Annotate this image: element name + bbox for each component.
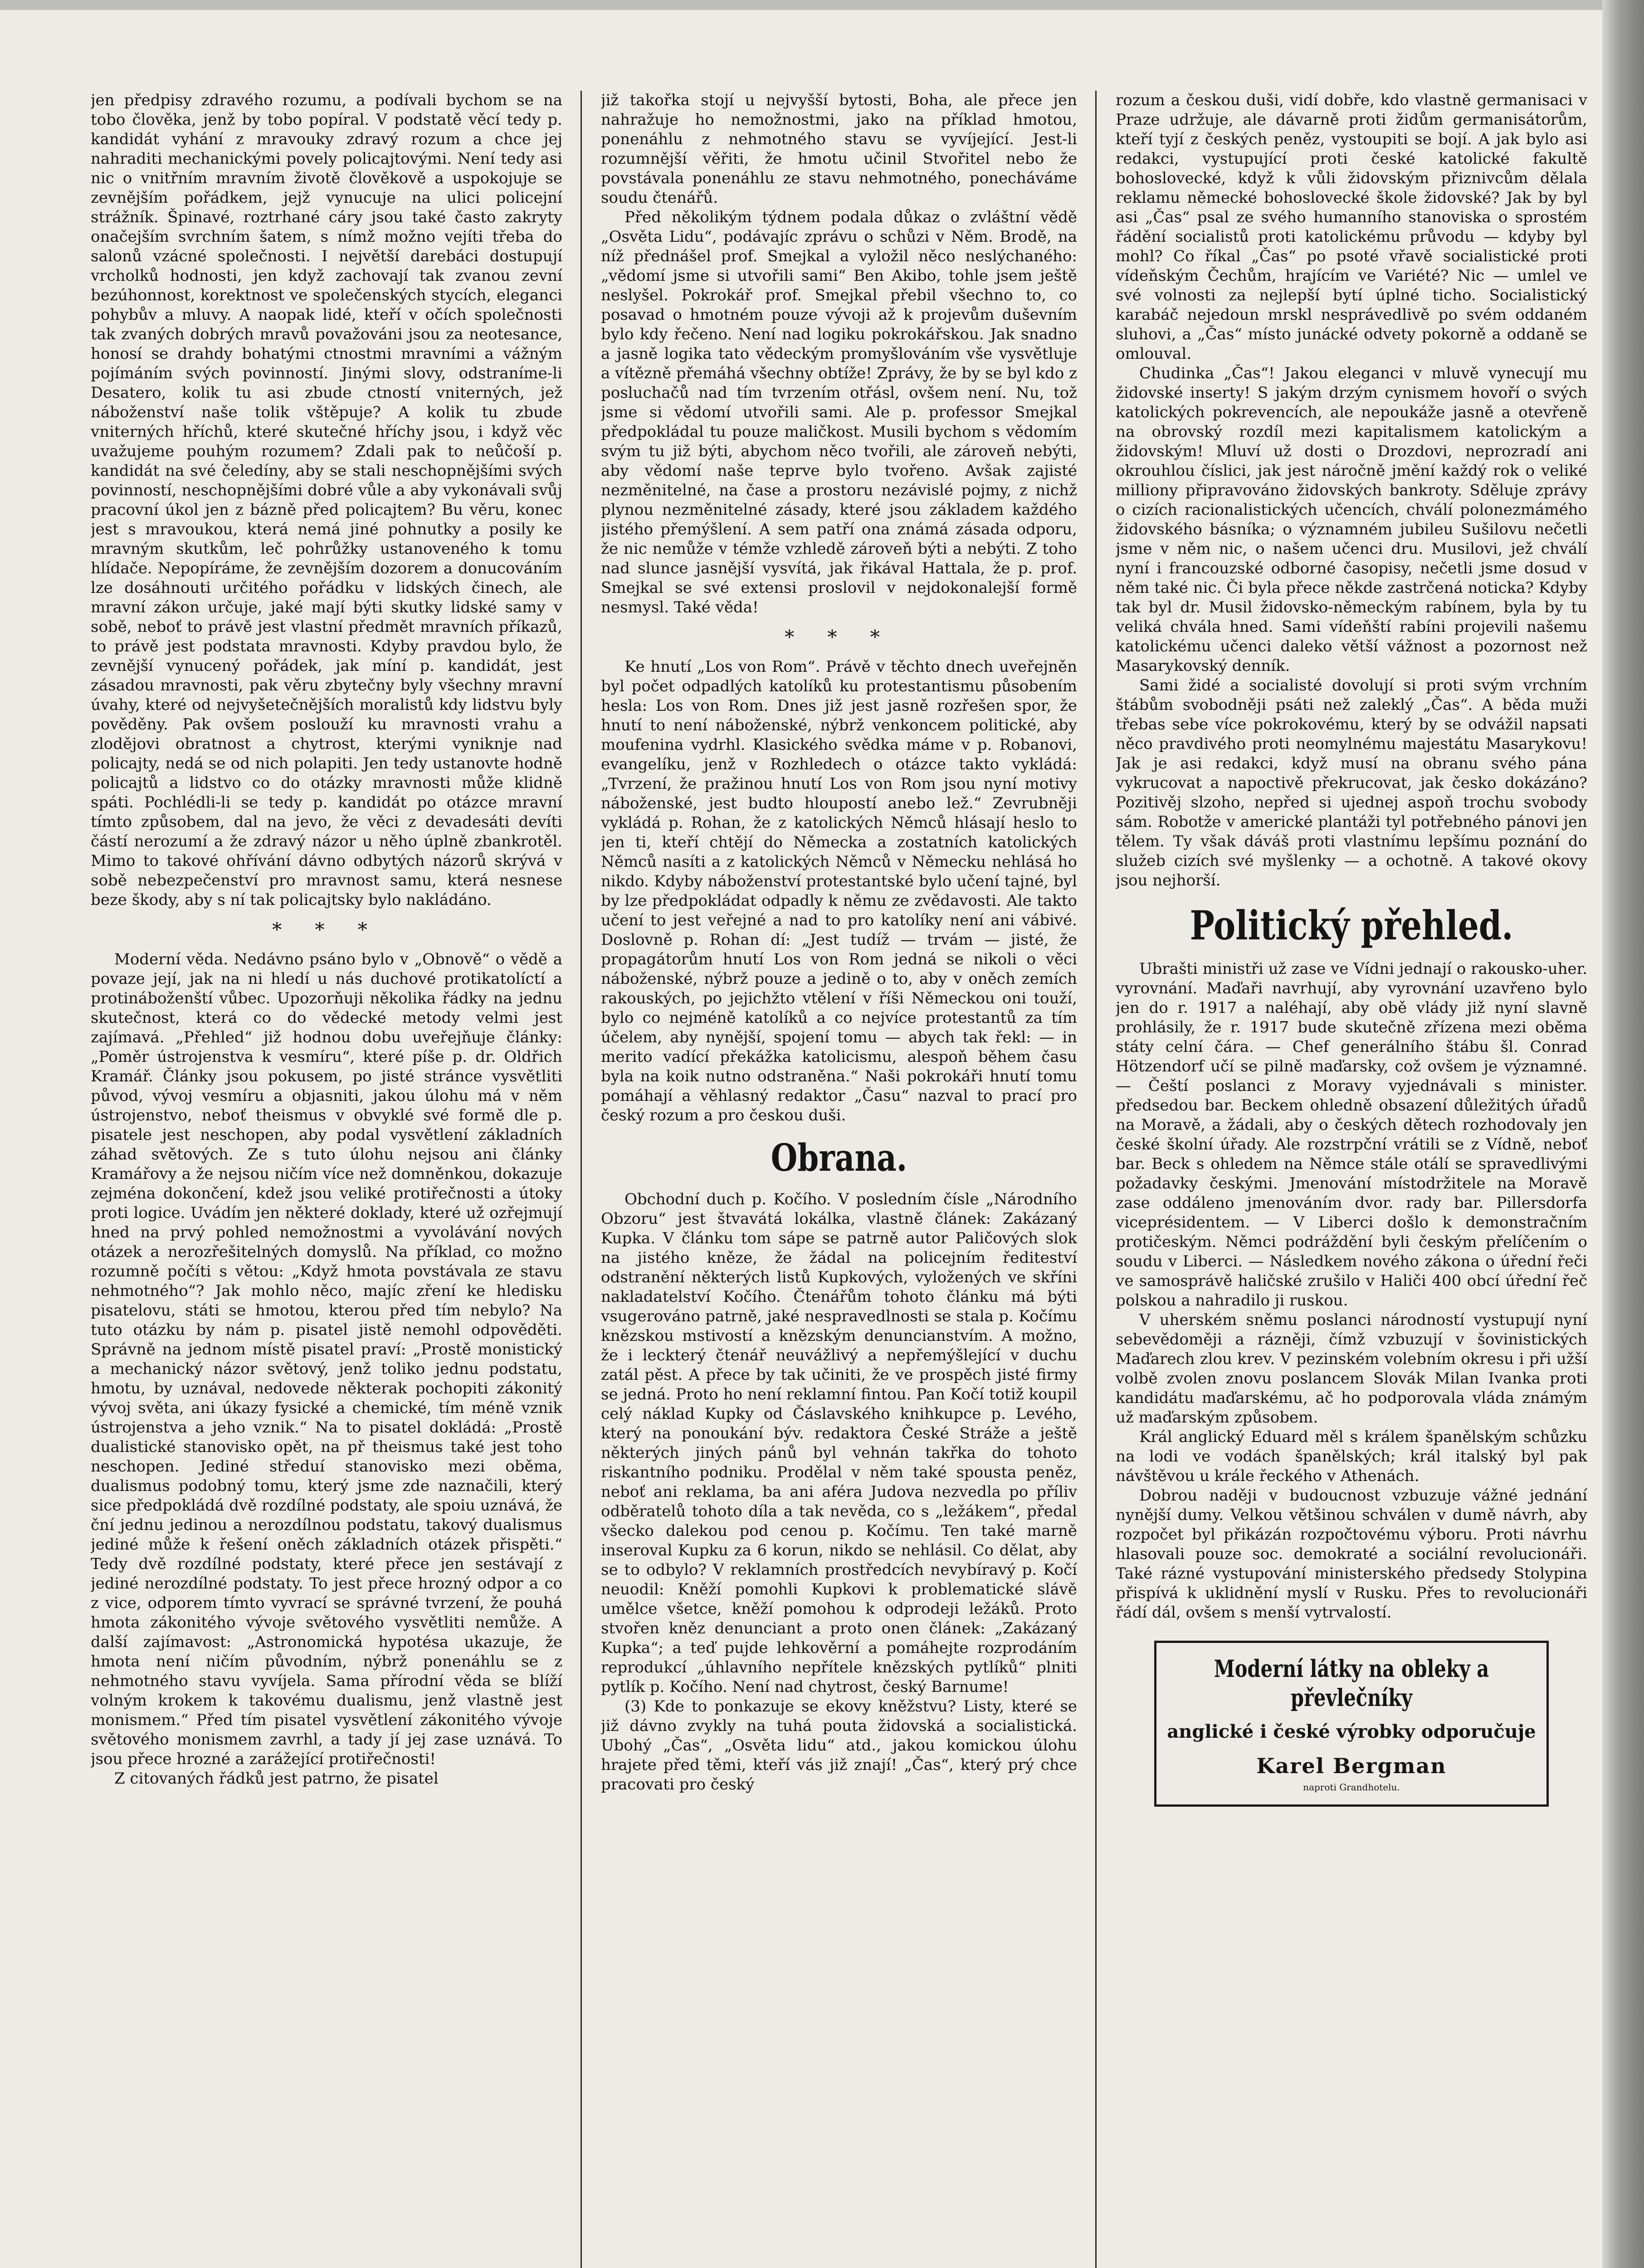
article-obchodni-duch: Obchodní duch p. Kočího. V posledním čísle „Národního Obzoru“ jest štvavátá lokálka, vlastně článek: Zakázaný Kupka. V článku tom sápe se patrně autor Paličových slok na jistého kněze, že žádal na policejním řediteství odstranění některých listů Kupkových, vyložených ve skříni nakladatelství Kočího. Čtenářům tohoto článku má býti vsugerováno patrně, jaké nespravedlnosti se stala p. Kočímu knězskou mstivostí a knězským denuncianstvím. A možno, že i leckterý čtenář neuvážlivý a nepřemýšlející v duchu zatál pěst. A přece by tak učiniti, že ve prospěch jisté firmy se jedná. Proto ho není reklamní fintou. Pan Kočí totiž koupil celý náklad Kupky od Čáslavského knihkupce p. Levého, který na ponoukání býv. redaktora České Stráže a ještě některých jiných pánů byl vehnán takřka do tohoto riskantního podniku. Prodělal v něm také spousta peněz, neboť ani reklama, ba ani aféra Judova nezvedla po příliv odběratelů tohoto díla a tak nevěda, co s „ležákem“, předal všecko dalekou pod cenou p. Kočímu. Ten také marně inseroval Kupku za 6 korun, nikdo se nehlásil. Co dělat, aby se to odbylo? V reklamních prostředcích nevybíravý p. Kočí neuodil: Kněží pomohli Kupkovi k problematické slávě umělce všetce, kněží pomohou k odprodeji ležáků. Proto stvořen kněz denunciant a proto onen článek: „Zakázaný Kupka“; a teď pujde lehkověrní a pomáhejte rozprodáním reprodukcí „úhlavního nepřítele knězských pytlíků“ plniti pytlík p. Kočího. Není nad chytrost, český Barnume! (601, 1190, 1077, 1696)
column-rule-left (581, 91, 582, 2268)
separator-stars: * * * (272, 919, 381, 941)
section-heading-politicky-prehled: Politický přehled. (1190, 902, 1513, 949)
ad-address: naproti Grandhotelu. (1303, 1782, 1400, 1793)
ad-subtitle: anglické i české výrobky odporučuje (1167, 1721, 1536, 1742)
separator-stars: * * * (785, 626, 893, 648)
article-paragraph: Ubrašti ministři už zase ve Vídni jednají o rakousko-uher. vyrovnání. Maďaři navrhují, aby vyrovnání uzavřeno bylo jen do r. 1917 a naléhají, aby obě vlády již nyní slavně prohlásily, že r. 1917 bude skutečně zřízena mezi oběma státy celní čára. — Chef generálního štábu šl. Conrad Hötzendorf učí se pilně maďarsky, což ovšem je významné. — Čeští poslanci z Moravy vyjednávali s minister. předsedou bar. Beckem ohledně obsazení důležitých úřadů na Moravě, a žádali, aby o českých dětech rozhodovaly jen české školní úřady. Ale rozstrpční vrátili se z Vídně, neboť bar. Beck s ohledem na Němce stále otálí se spravedlivými požadavky českými. Jmenování místodržitele na Moravě zase oddáleno jmenováním dvor. rady bar. Pillersdorfa viceprésidentem. — V Liberci došlo k demonstračním protičeským. Němci podráždění byli českým přelíčením o soudu v Liberci. — Následkem nového zákona o úřední řeči ve samosprávě haličské zrušilo v Haliči 400 obcí úřední řeč polskou a nahradilo ji ruskou. (1116, 960, 1587, 1310)
article-paragraph: (3) Kde to ponkazuje se ekovy kněžstvu? Listy, které se již dávno zvykly na tuhá pouta židovská a socialistická. Ubohý „Čas“, „Osvěta lidu“ atd., jakou komickou úlohu hrajete před těmi, kteří vás již znají! „Čas“, který prý chce pracovati pro český (601, 1697, 1077, 1794)
article-paragraph: jen předpisy zdravého rozumu, a podívali bychom se na tobo člověka, jenž by tobo popíral. V podstatě věcí tedy p. kandidát vyhání z mravouky zdravý rozum a chce jej nahraditi mechanickými povely policajtovými. Není tedy asi nic o vnitřním mravním životě člověkově a uspokojuje se zevnějším pořádkem, jejž vynucuje na ulici policejní strážník. Špinavé, roztrhané cáry jsou také často zakryty onačejším svrchním šatem, s nímž možno vejíti třeba do salonů vzácné společnosti. I největší darebáci dostupují vrcholků hodnosti, jen když zachovají tak zvanou zevní bezúhonnost, korektnost ve společenských stycích, eleganci pohybův a mluvy. A naopak lidé, kteří v očích společnosti tak zvaných dobrých mravů považováni jsou za neotesance, honosí se drahdy bohatými ctnostmi mravními a vážným pojímáním svých povinností. Jinými slovy, odstraníme-li Desatero, kolik tu asi zbude ctností vniterných, jež náboženství naše tolik vštěpuje? A kolik tu zbude vniterných hříchů, které skutečné hříchy jsou, i když věc uvažujeme pouhým rozumem? Zdali pak to neůčoší p. kandidát na své čeledíny, aby se stali neschopnějšími svých povinností, neschopnějšími dobré vůle a aby vykonávali svůj pracovní úkol jen z bázně před policajtem? Bu věru, konec jest s mravoukou, která nemá jiné pohnutky a posily ke mravným skutkům, leč pohrůžky ustanoveného k tomu hlídače. Nepopíráme, že zevnějším dozorem a donucováním lze dosáhnouti určitého pořádku v lidských činech, ale mravní zákon určuje, jaké mají býti skutky lidské samy v sobě, neboť to právě jest vlastní předmět mravních příkazů, to právě jest podstata mravnosti. Kdyby pravdou bylo, že zevnější vynucený pořádek, jak míní p. kandidát, jest zásadou mravnosti, pak věru zbytečny byly všechny mravní úvahy, které od nejvyšetečnějších moralistů kdy lidstvu byly pověděny. Pak ovšem poslouží ku mravnosti vrahu a zlodějovi obratnost a chytrost, kterými vyniknje nad policajty, nedá se od nich polapiti. Jen tedy ustanovte hodně policajtů a lidstvo co do otázky mravnosti může klidně spáti. Pochlédli-li se tedy p. kandidát po otázce mravní tímto způsobem, dal na jevo, že věci z devadesáti devíti částí nerozumí a že zdravý názor u něho úplně zbankrotěl. Mimo to takové ohřívání dávno odbytých názorů skrývá v sobě nebezpečenství pro mravnost samu, která nesnese beze škody, aby s ní tak policajtsky bylo nakládáno. (91, 91, 562, 909)
column-3 (1116, 91, 1587, 2268)
article-paragraph: Král anglický Eduard měl s králem španělským schůzku na lodi ve vodách španělských; král italský byl pak návštěvou u krále řeckého v Athenách. (1116, 1428, 1587, 1485)
article-paragraph: Chudinka „Čas“! Jakou eleganci v mluvě vynecují mu židovské inserty! S jakým drzým cynismem hovoří o svých katolických pokrevencích, ale nepoukáže jasně a otevřeně na obrovský rozdíl mezi kapitalismem katolickým a židovským! Mluví už dosti o Drozdovi, neprozradí ani okrouhlou číslici, jak jest náročně jmění každý rok o veliké milliony připravováno židovských bankroty. Sděluje zprávy o cizích racionalistických učencích, chválí polonezmámého židovského básníka; o významném jubileu Sušilovu nečetli jsme v něm nic, o našem učenci dru. Musilovi, jež chválí nyní i francouzské odborné časopisy, nečetli jsme dosud v něm také nic. Či byla přece někde zastrčená noticka? Kdyby tak byl dr. Musil židovsko-německým rabínem, byla by tu veliká chvála hned. Sami vídeňští rabíni projevili našemu katolickému učenci daleko větší vážnost a pozornost než Masarykovský denník. (1116, 364, 1587, 675)
page-right-edge (1602, 0, 1644, 2268)
newspaper-page (91, 91, 1587, 2268)
article-los-von-rom: Ke hnutí „Los von Rom“. Právě v těchto dnech uveřejněn byl počet odpadlých katolíků ku protestantismu působením hesla: Los von Rom. Dnes již jest jasně rozřešen spor, že hnutí to není náboženské, nýbrž venkoncem politické, aby moufenina vydrhl. Klasického svědka máme v p. Robanovi, evangelíku, jenž v Rozhledech o otázce takto vykládá: „Tvrzení, že pražinou hnutí Los von Rom jsou nyní motivy náboženské, jest budto hloupostí anebo lež.“ Zevrubněji vykládá p. Rohan, že z katolických Němců hlásají heslo to jen ti, kteří chtějí do Německa a zostatních katolických Němců nasíti a z katolických Němců v Německu nehlásá ho nikdo. Kdyby náboženství protestantské bylo učení tajné, byl by lze předpokládat odpadly k němu ze zvědavosti. Ale takto učení to jest veřejné a nad to pro katolíky není ani vábivé. Doslovně p. Rohan dí: „Jest tudíž — trvám — jisté, že propagátorům hnutí Los von Rom jedná se nikoli o věci náboženské, nýbrž pouze a jedině o to, aby v oněch zemích rakouských, po jejichžto vtělení v říši Německou oni touží, bylo co nejméně katolíků a co nejvíce protestantů za tím účelem, aby nynější, spojení tomu — abych tak řekl: — in merito vadící překážka katolicismu, alespoň během času byla na koik nutno odstraněna.“ Naši pokrokáři hnutí tomu pomáhají a věhlasný redaktor „Času“ nazval to prací pro český rozum a pro českou duši. (601, 658, 1077, 1124)
page-top-edge (0, 0, 1644, 10)
article-paragraph: Dobrou naději v budoucnost vzbuzuje vážné jednání nynější dumy. Velkou většinou schválen v dumě návrh, aby rozpočet byl přikázán rozpočtovému výboru. Proti návrhu hlasovali pouze soc. demokraté a sociální revolucionáři. Také rázné vystupování ministerského předsedy Stolypina přispívá k uklidnění myslí v Rusku. Přes to revolucionáři řádí dál, ovšem s menší vytrvalostí. (1116, 1486, 1587, 1622)
column-2 (601, 91, 1077, 2268)
article-paragraph: Před několikým týdnem podala důkaz o zvláštní vědě „Osvěta Lidu“, podávajíc zprávu o schůzi v Něm. Brodě, na níž přednášel prof. Smejkal a vyložil něco neslýchaného: „vědomí jsme si utvořili sami“ Ben Akibo, tohle jsem ještě neslyšel. Pokrokář prof. Smejkal přebil všechno to, co posavad o hmotném pouze vývoji až k projevům duševním bylo kdy řečeno. Není nad logiku pokrokářskou. Jak snadno a jasně logika tato vědeckým promyšlováním vše vysvětluje a vítězně přemáhá všechny obtíže! Zprávy, že by se byl kdo z posluchačů nad tím tvrzením otřásl, ovšem není. Nu, tož jsme si vědomí utvořili sami. Ale p. professor Smejkal předpokládal tu pouze maličkost. Musili bychom s vědomím svým tu již býti, abychom něco tvořili, ale zároveň nebýti, aby vědomí naše teprve bylo tvořeno. Avšak zajisté nezměnitelné, na čase a prostoru nezávislé pojmy, z nichž plynou nezměnitelné zásady, které jsou základem každého jistého přemýšlení. A sem patří ona známá zásada odporu, že nic nemůže v témže vzhledě zároveň býti a nebýti. Z toho nad slunce jasnější vysvítá, jak řikával Hattala, že p. prof. Smejkal se své extensi proslovil v nejdokonalejší formě nesmysl. Také věda! (601, 208, 1077, 616)
article-paragraph: V uherském sněmu poslanci národností vystupují nyní sebevědoměji a rázněji, čímž vzbuzují v šovinistických Maďarech zlou krev. V pezinském volebním okresu i při užší volbě zvolen znovu poslancem Slovák Milan Ivanka proti kandidátu maďarskému, ač ho podporovala vláda známým už maďarským způsobem. (1116, 1311, 1587, 1427)
article-paragraph: rozum a českou duši, vidí dobře, kdo vlastně germanisaci v Praze udržuje, ale dávarně proti židům germanisátorům, kteří tyjí z českých peněz, vystoupiti se bojí. A jak bylo asi redakci, vystupující proti české katolické fakultě bohoslovecké, když k vůli židovským přiznivcům dělala reklamu německé bohoslovecké škole židovské? Jak by byl asi „Čas“ psal ze svého humanního stanoviska o sprostém řádění socialistů proti katolickému průvodu — kdyby byl mohl? Co říkal „Čas“ po psoté vřavě socialistické proti vídeňským Čechům, hrajícím ve Variété? Nic — umlel ve své volnosti za nejlepší bytí úplné ticho. Socialistický karabáč nejedoun mrskl nesprávedlivě po svém oddaném sluhovi, a „Čas“ místo junácké odvety pokorně a oddaně se omlouval. (1116, 91, 1587, 363)
section-heading-obrana: Obrana. (771, 1136, 907, 1180)
column-rule-right (1095, 91, 1097, 2268)
advertisement-box (1154, 1641, 1549, 1807)
ad-title: Moderní látky na obleky a převlečníky (1214, 1655, 1489, 1712)
article-paragraph: již takořka stojí u nejvyšší bytosti, Boha, ale přece jen nahražuje ho nemožnostmi, jako na příklad hmotou, ponenáhlu z nehmotného stavu se vyvíjející. Jest-li rozumnější věřiti, že hmotu učinil Stvořitel nebo že povstávala ponenáhlu ze stavu nehmotného, ponecháváme soudu čtenářů. (601, 91, 1077, 207)
article-moderni-veda: Moderní věda. Nedávno psáno bylo v „Obnově“ o vědě a povaze její, jak na ni hledí u nás duchové protikatolíctí a protináboženští vůbec. Upozorňuji několika řádky na jednu skutečnost, která co do vědecké metody velmi jest zajímavá. „Přehled“ již hodnou dobu uveřejňuje články: „Poměr ústrojenstva k vesmíru“, které píše p. dr. Oldřich Kramář. Články jsou pokusem, po jisté stránce vysvětliti původ, vývoj vesmíru a objasniti, jakou úlohu má v něm ústrojenstvo, neboť theismus v obvyklé své formě dle p. pisatele jest neschopen, aby podal vysvětlení základních záhad světových. Ze s tuto úlohu nejsou ani články Kramářovy a že nejsou ničím více než domněnkou, dokazuje zejména dokončení, kdež jsou veliké protiřečnosti a útoky proti logice. Uvádím jen některé doklady, které už ozřejmují hned na prvý pohled nemožnostmi a vyvolávání nových otázek a nerozřešitelných domyslů. Na příklad, co možno rozumně počíti s větou: „Když hmota povstávala ze stavu nehmotného“? Jak mohlo něco, majíc zření ke hledisku pisatelovu, státi se hmotou, kterou před tím nebylo? Na tuto otázku by nám p. pisatel jistě nemohl odpověděti. Správně na jednom místě pisatel praví: „Prostě monistický a mechanický názor světový, jenž toliko jednu podstatu, hmotu, by uznával, nedovede některak pochopiti zákonitý vývoj světa, ani úkazy fysické a chemické, tím méně vznik ústrojenstva a jeho vznik.“ Na to pisatel dokládá: „Prostě dualistické stanovisko opět, na př theismus také jest toho neschopen. Jediné středuí stanovisko mezi oběma, dualismus podobný tomu, který jsme zde naznačili, který sice předpokládá dvě rozdílné podstaty, ale spoiu uznává, že ční jednu jedinou a nerozdílnou podstatu, takový dualismus jediné může k řešení oněch základních otázek přispěti.“ Tedy dvě rozdílné podstaty, které přece jen sestávají z jediné nerozdílné podstaty. To jest přece hrozný odpor a co z vice, odporem tímto vyvrací se správné tvrzení, že pouhá hmota zákonitého vývoje světového vysvětliti nemůže. A další zajímavost: „Astronomická hypotésa ukazuje, že hmota není ničím původním, nýbrž ponenáhlu se z nehmotného stavu vyvíjela. Sama přírodní věda se blíží volným krokem k takovému dualismu, jenž vlastně jest monismem.“ Před tím pisatel vysvětlení zákonitého vývoje světového monismem zavrhl, a tady jí jej zase uznává. To jsou přece hrozné a zarážející protiřečnosti! (91, 950, 562, 1768)
article-paragraph: Z citovaných řádků jest patrno, že pisatel (114, 1769, 439, 1788)
ad-merchant-name: Karel Bergman (1256, 1754, 1447, 1778)
column-1 (91, 91, 562, 2268)
article-paragraph: Sami židé a socialisté dovolují si proti svým vrchním štábům svobodněji psáti než zaleklý „Čas“. A běda muži třebas sebe více pokrokovému, který by se odvážil napsati něco pravdivého proti neomylnému majestátu Masarykovu! Jak je asi redakci, když musí na obranu svého pána vykrucovat a napoctivě překrucovat, jak česko dokázáno? Pozitivěj slzoho, nepřed si ujednej aspoň trochu svobody sám. Robotže v americké plantáži tyl potřebného pánovi jen tělem. Ty však dáváš proti vlastnímu lepšímu poznání do služeb cizích své myšlenky — a ochotně. A takové okovy jsou nejhorší. (1116, 676, 1587, 890)
